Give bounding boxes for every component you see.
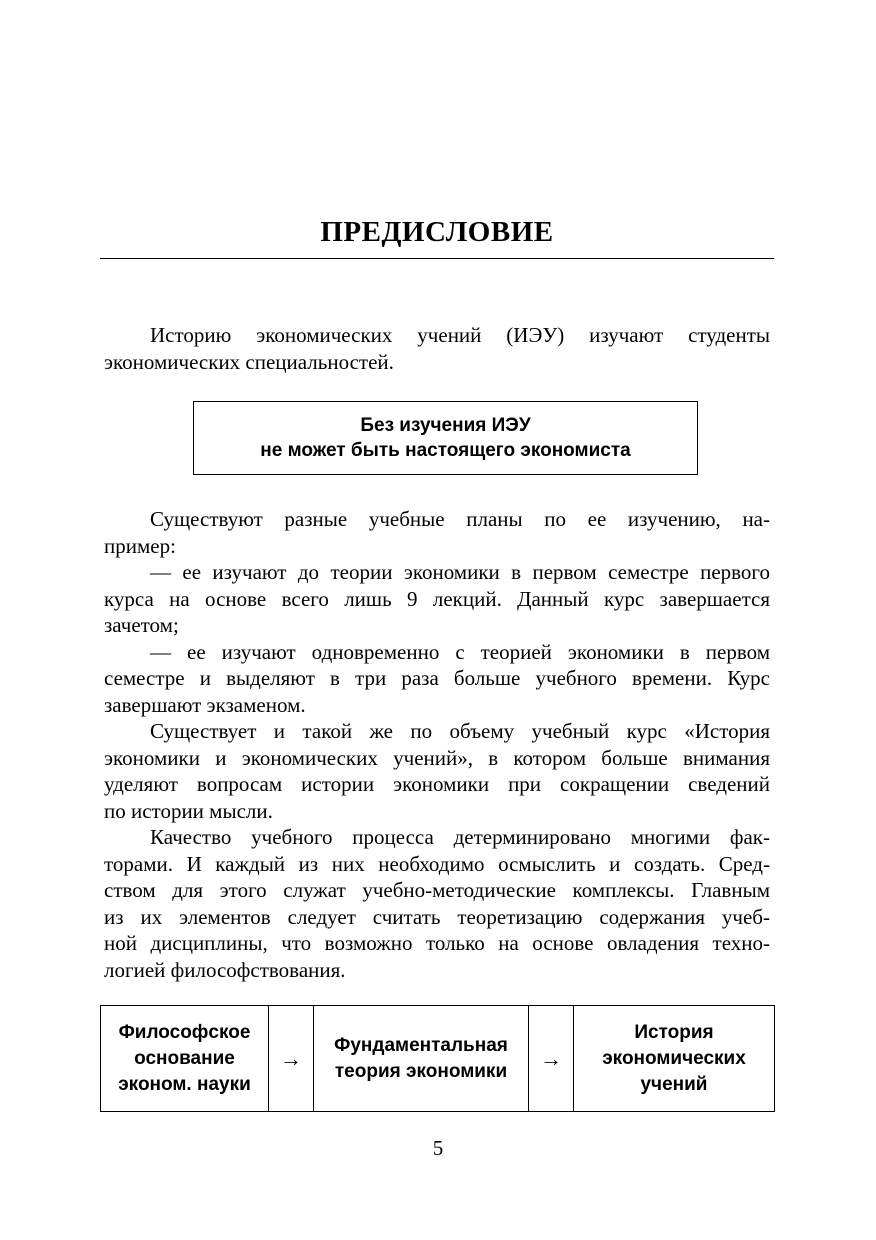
text-line: зачетом; — [104, 613, 179, 637]
text-line: логией философствования. — [104, 957, 346, 982]
flow-box-line: учений — [640, 1073, 708, 1095]
text-line: Существует и такой же по объему учебный курс «История — [150, 719, 770, 743]
page-title: ПРЕДИСЛОВИЕ — [320, 216, 554, 248]
text-line: торами. И каждый из них необходимо осмыслить и создать. Сред- — [104, 851, 770, 876]
flow-box-line: теория экономики — [334, 1060, 508, 1082]
page-number: 5 — [432, 1136, 444, 1160]
intro-paragraph — [104, 322, 770, 375]
text-line: ной дисциплины, что возможно только на основе овладения техно- — [104, 931, 770, 955]
flow-box-line: эконом. науки — [118, 1073, 251, 1095]
text-line: по истории мысли. — [104, 798, 273, 823]
flow-box-theory — [314, 1006, 529, 1112]
flow-box-history — [574, 1006, 775, 1112]
text-line: экономических специальностей. — [104, 349, 394, 374]
text-line: пример: — [104, 533, 176, 558]
text-line: экономики и экономических учений», в котором больше внимания — [104, 745, 770, 770]
flow-box-line: История — [634, 1021, 714, 1043]
text-line: ством для этого служат учебно-методические комплексы. Главным — [104, 878, 770, 902]
callout-box — [193, 401, 698, 475]
flow-box-line: экономических — [602, 1047, 746, 1069]
body-text — [104, 506, 770, 983]
title-divider — [100, 258, 774, 259]
text-line: уделяют вопросам истории экономики при сокращении сведений — [104, 772, 770, 796]
text-line: Историю экономических учений (ИЭУ) изучают студенты — [150, 323, 770, 347]
arrow-right-icon: → — [269, 1006, 314, 1112]
text-line: — ее изучают одновременно с теорией экономики в первом — [150, 639, 770, 664]
flow-box-line: Философское — [118, 1021, 251, 1043]
text-line: курса на основе всего лишь 9 лекций. Данный курс завершается — [104, 586, 770, 611]
flow-box-philosophy — [101, 1006, 269, 1112]
text-line: из их элементов следует считать теоретизацию содержания учеб- — [104, 904, 770, 929]
callout-line: не может быть настоящего экономиста — [260, 440, 631, 461]
arrow-right-icon: → — [529, 1006, 574, 1112]
flow-diagram — [100, 1005, 775, 1112]
callout-line: Без изучения ИЭУ — [360, 415, 531, 436]
text-line: завершают экзаменом. — [104, 692, 306, 717]
text-line: Качество учебного процесса детерминировано многими фак- — [150, 825, 770, 849]
flow-box-line: основание — [134, 1047, 235, 1069]
text-line: Существуют разные учебные планы по ее изучению, на- — [150, 507, 770, 531]
text-line: семестре и выделяют в три раза больше учебного времени. Курс — [104, 666, 770, 690]
flow-box-line: Фундаментальная — [334, 1034, 508, 1056]
text-line: — ее изучают до теории экономики в первом семестре первого — [150, 560, 770, 584]
